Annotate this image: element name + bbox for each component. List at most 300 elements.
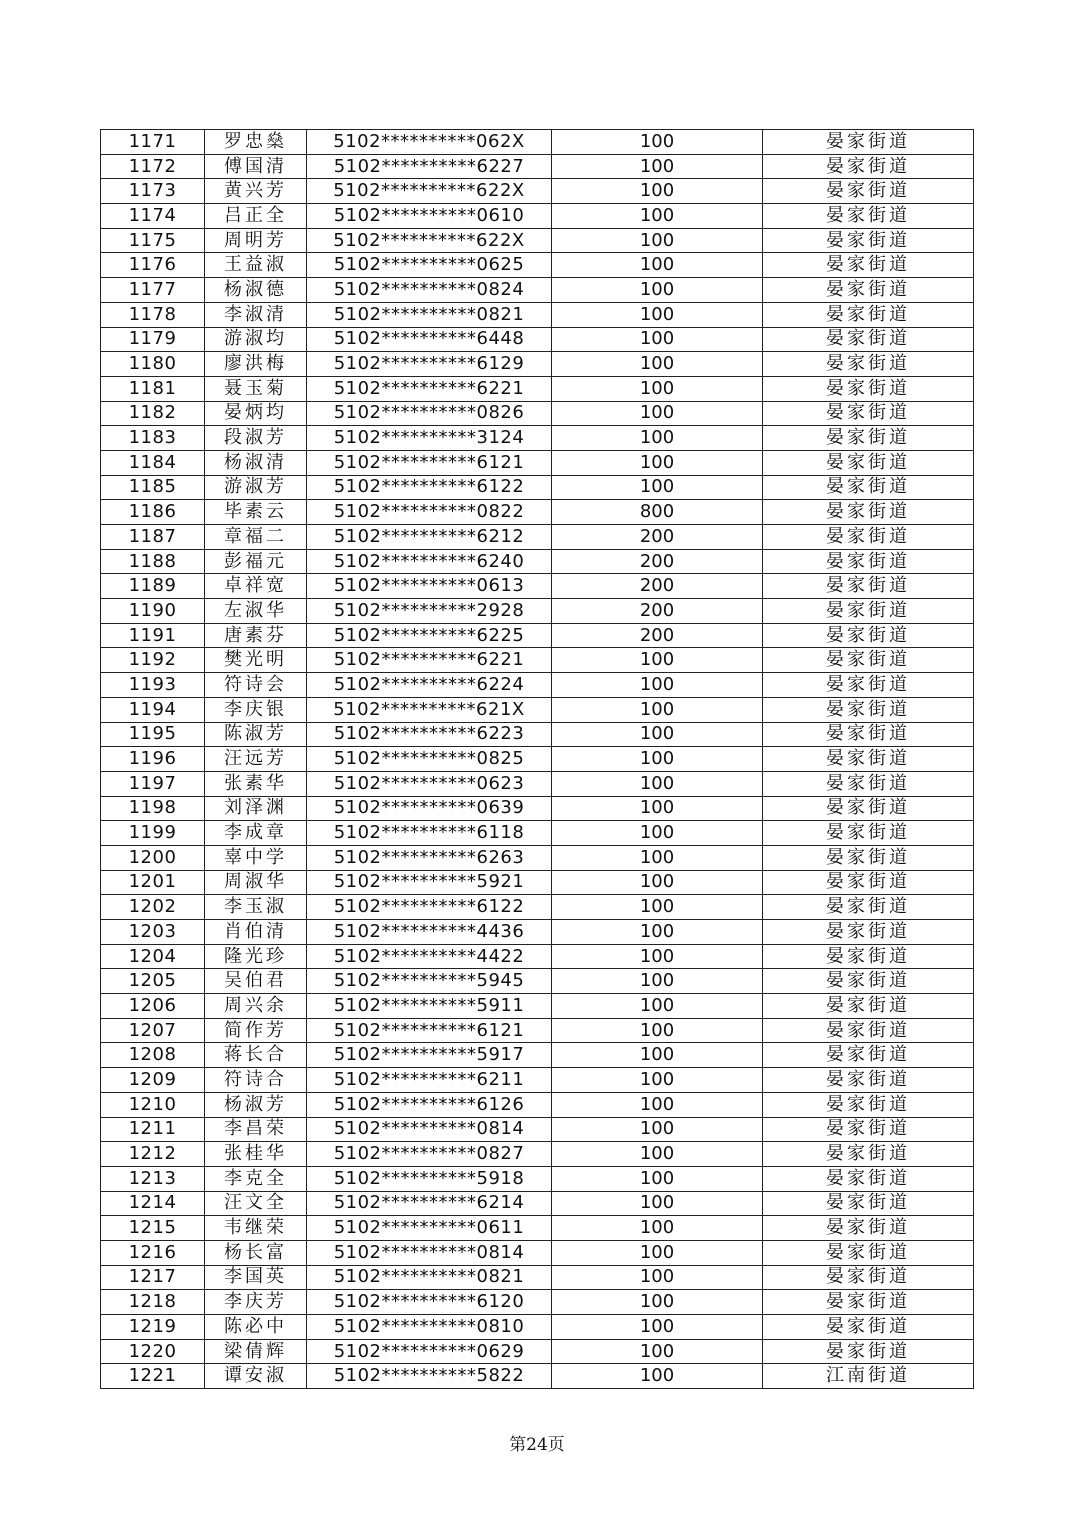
cell-street: 晏家街道 xyxy=(763,1018,974,1043)
cell-street: 晏家街道 xyxy=(763,1290,974,1315)
cell-amount: 800 xyxy=(552,500,763,525)
table-row xyxy=(101,1364,974,1389)
cell-id-number: 5102**********622X xyxy=(307,228,552,253)
cell-amount: 100 xyxy=(552,253,763,278)
cell-serial-number: 1180 xyxy=(101,352,205,377)
cell-id-number: 5102**********4422 xyxy=(307,944,552,969)
cell-street: 晏家街道 xyxy=(763,1315,974,1340)
cell-id-number: 5102**********6118 xyxy=(307,821,552,846)
cell-street: 晏家街道 xyxy=(763,376,974,401)
cell-amount: 100 xyxy=(552,179,763,204)
cell-street: 晏家街道 xyxy=(763,845,974,870)
table-row xyxy=(101,599,974,624)
cell-amount: 100 xyxy=(552,994,763,1019)
cell-name: 汪远芳 xyxy=(205,747,307,772)
cell-id-number: 5102**********2928 xyxy=(307,599,552,624)
cell-serial-number: 1210 xyxy=(101,1092,205,1117)
table-row xyxy=(101,352,974,377)
cell-amount: 100 xyxy=(552,475,763,500)
cell-id-number: 5102**********6448 xyxy=(307,327,552,352)
cell-amount: 100 xyxy=(552,450,763,475)
table-row xyxy=(101,648,974,673)
cell-name: 黄兴芳 xyxy=(205,179,307,204)
cell-name: 吴伯君 xyxy=(205,969,307,994)
table-row xyxy=(101,1018,974,1043)
cell-id-number: 5102**********6129 xyxy=(307,352,552,377)
cell-serial-number: 1211 xyxy=(101,1117,205,1142)
cell-street: 晏家街道 xyxy=(763,623,974,648)
cell-street: 晏家街道 xyxy=(763,1117,974,1142)
cell-amount: 100 xyxy=(552,969,763,994)
cell-serial-number: 1217 xyxy=(101,1265,205,1290)
cell-name: 章福二 xyxy=(205,525,307,550)
cell-serial-number: 1213 xyxy=(101,1166,205,1191)
cell-name: 简作芳 xyxy=(205,1018,307,1043)
cell-street: 晏家街道 xyxy=(763,278,974,303)
cell-amount: 100 xyxy=(552,1117,763,1142)
cell-street: 晏家街道 xyxy=(763,1191,974,1216)
cell-id-number: 5102**********0611 xyxy=(307,1216,552,1241)
cell-street: 晏家街道 xyxy=(763,944,974,969)
cell-serial-number: 1172 xyxy=(101,154,205,179)
cell-amount: 100 xyxy=(552,821,763,846)
table-row xyxy=(101,228,974,253)
table-row xyxy=(101,154,974,179)
cell-street: 晏家街道 xyxy=(763,1092,974,1117)
cell-name: 聂玉菊 xyxy=(205,376,307,401)
cell-name: 段淑芳 xyxy=(205,426,307,451)
cell-street: 晏家街道 xyxy=(763,204,974,229)
cell-id-number: 5102**********6120 xyxy=(307,1290,552,1315)
cell-id-number: 5102**********621X xyxy=(307,697,552,722)
table-row xyxy=(101,722,974,747)
page-number: 第24页 xyxy=(509,1435,565,1455)
cell-serial-number: 1215 xyxy=(101,1216,205,1241)
cell-name: 唐素芬 xyxy=(205,623,307,648)
cell-amount: 100 xyxy=(552,204,763,229)
cell-id-number: 5102**********0623 xyxy=(307,771,552,796)
cell-id-number: 5102**********0610 xyxy=(307,204,552,229)
cell-amount: 100 xyxy=(552,1364,763,1389)
cell-street: 晏家街道 xyxy=(763,920,974,945)
cell-name: 李昌荣 xyxy=(205,1117,307,1142)
cell-id-number: 5102**********0827 xyxy=(307,1142,552,1167)
cell-id-number: 5102**********6122 xyxy=(307,895,552,920)
cell-id-number: 5102**********6227 xyxy=(307,154,552,179)
cell-street: 晏家街道 xyxy=(763,1068,974,1093)
cell-name: 周淑华 xyxy=(205,870,307,895)
cell-street: 晏家街道 xyxy=(763,796,974,821)
cell-serial-number: 1203 xyxy=(101,920,205,945)
cell-serial-number: 1196 xyxy=(101,747,205,772)
cell-id-number: 5102**********4436 xyxy=(307,920,552,945)
cell-amount: 100 xyxy=(552,327,763,352)
cell-name: 杨淑清 xyxy=(205,450,307,475)
cell-amount: 200 xyxy=(552,525,763,550)
cell-street: 晏家街道 xyxy=(763,599,974,624)
cell-serial-number: 1176 xyxy=(101,253,205,278)
cell-id-number: 5102**********5945 xyxy=(307,969,552,994)
table-row xyxy=(101,1166,974,1191)
cell-serial-number: 1193 xyxy=(101,673,205,698)
cell-id-number: 5102**********6126 xyxy=(307,1092,552,1117)
cell-serial-number: 1188 xyxy=(101,549,205,574)
roster-table xyxy=(100,129,974,1389)
table-row xyxy=(101,376,974,401)
cell-serial-number: 1216 xyxy=(101,1240,205,1265)
cell-street: 晏家街道 xyxy=(763,228,974,253)
cell-amount: 100 xyxy=(552,920,763,945)
cell-serial-number: 1214 xyxy=(101,1191,205,1216)
cell-amount: 100 xyxy=(552,1290,763,1315)
cell-street: 晏家街道 xyxy=(763,302,974,327)
cell-id-number: 5102**********0822 xyxy=(307,500,552,525)
cell-name: 李国英 xyxy=(205,1265,307,1290)
cell-id-number: 5102**********5917 xyxy=(307,1043,552,1068)
cell-id-number: 5102**********6121 xyxy=(307,1018,552,1043)
cell-street: 晏家街道 xyxy=(763,870,974,895)
table-row xyxy=(101,673,974,698)
table-row xyxy=(101,1290,974,1315)
table-row xyxy=(101,1265,974,1290)
cell-amount: 100 xyxy=(552,302,763,327)
table-row xyxy=(101,450,974,475)
cell-name: 陈淑芳 xyxy=(205,722,307,747)
table-row xyxy=(101,845,974,870)
cell-name: 罗忠燊 xyxy=(205,130,307,155)
cell-name: 杨淑德 xyxy=(205,278,307,303)
cell-id-number: 5102**********6225 xyxy=(307,623,552,648)
cell-name: 刘泽渊 xyxy=(205,796,307,821)
cell-amount: 200 xyxy=(552,574,763,599)
cell-name: 游淑均 xyxy=(205,327,307,352)
cell-id-number: 5102**********062X xyxy=(307,130,552,155)
cell-id-number: 5102**********0814 xyxy=(307,1240,552,1265)
cell-id-number: 5102**********0625 xyxy=(307,253,552,278)
cell-id-number: 5102**********0821 xyxy=(307,302,552,327)
cell-amount: 100 xyxy=(552,845,763,870)
cell-serial-number: 1177 xyxy=(101,278,205,303)
cell-id-number: 5102**********6221 xyxy=(307,648,552,673)
cell-id-number: 5102**********6211 xyxy=(307,1068,552,1093)
cell-name: 左淑华 xyxy=(205,599,307,624)
table-row xyxy=(101,994,974,1019)
cell-id-number: 5102**********6121 xyxy=(307,450,552,475)
table-row xyxy=(101,1315,974,1340)
cell-street: 晏家街道 xyxy=(763,994,974,1019)
cell-amount: 100 xyxy=(552,673,763,698)
cell-name: 李庆芳 xyxy=(205,1290,307,1315)
cell-amount: 100 xyxy=(552,697,763,722)
cell-name: 陈必中 xyxy=(205,1315,307,1340)
table-row xyxy=(101,920,974,945)
cell-name: 李成章 xyxy=(205,821,307,846)
cell-id-number: 5102**********6122 xyxy=(307,475,552,500)
cell-street: 晏家街道 xyxy=(763,253,974,278)
cell-street: 晏家街道 xyxy=(763,1142,974,1167)
cell-serial-number: 1219 xyxy=(101,1315,205,1340)
cell-amount: 100 xyxy=(552,1018,763,1043)
cell-street: 晏家街道 xyxy=(763,697,974,722)
cell-id-number: 5102**********622X xyxy=(307,179,552,204)
cell-street: 晏家街道 xyxy=(763,1166,974,1191)
cell-amount: 100 xyxy=(552,1043,763,1068)
cell-amount: 100 xyxy=(552,1265,763,1290)
cell-id-number: 5102**********0629 xyxy=(307,1339,552,1364)
table-row xyxy=(101,401,974,426)
cell-name: 周明芳 xyxy=(205,228,307,253)
table-row xyxy=(101,1117,974,1142)
cell-street: 晏家街道 xyxy=(763,475,974,500)
cell-serial-number: 1218 xyxy=(101,1290,205,1315)
cell-serial-number: 1192 xyxy=(101,648,205,673)
cell-id-number: 5102**********5822 xyxy=(307,1364,552,1389)
cell-amount: 100 xyxy=(552,895,763,920)
cell-amount: 100 xyxy=(552,426,763,451)
cell-name: 杨长富 xyxy=(205,1240,307,1265)
table-row xyxy=(101,969,974,994)
cell-street: 晏家街道 xyxy=(763,179,974,204)
table-row xyxy=(101,426,974,451)
table-row xyxy=(101,1240,974,1265)
cell-name: 杨淑芳 xyxy=(205,1092,307,1117)
table-row xyxy=(101,747,974,772)
cell-street: 晏家街道 xyxy=(763,352,974,377)
cell-name: 卓祥宽 xyxy=(205,574,307,599)
table-row xyxy=(101,1043,974,1068)
cell-street: 晏家街道 xyxy=(763,426,974,451)
cell-id-number: 5102**********0826 xyxy=(307,401,552,426)
cell-name: 周兴余 xyxy=(205,994,307,1019)
cell-serial-number: 1184 xyxy=(101,450,205,475)
cell-street: 晏家街道 xyxy=(763,327,974,352)
cell-serial-number: 1181 xyxy=(101,376,205,401)
cell-amount: 100 xyxy=(552,1092,763,1117)
cell-amount: 100 xyxy=(552,944,763,969)
cell-street: 晏家街道 xyxy=(763,821,974,846)
cell-name: 汪文全 xyxy=(205,1191,307,1216)
cell-serial-number: 1195 xyxy=(101,722,205,747)
cell-name: 李淑清 xyxy=(205,302,307,327)
cell-street: 晏家街道 xyxy=(763,130,974,155)
cell-serial-number: 1197 xyxy=(101,771,205,796)
table-row xyxy=(101,475,974,500)
table-row xyxy=(101,327,974,352)
cell-name: 肖伯清 xyxy=(205,920,307,945)
cell-street: 晏家街道 xyxy=(763,1043,974,1068)
cell-id-number: 5102**********0810 xyxy=(307,1315,552,1340)
table-row xyxy=(101,302,974,327)
table-row xyxy=(101,549,974,574)
cell-name: 傅国清 xyxy=(205,154,307,179)
cell-amount: 100 xyxy=(552,228,763,253)
table-row xyxy=(101,1142,974,1167)
cell-amount: 100 xyxy=(552,722,763,747)
cell-street: 晏家街道 xyxy=(763,525,974,550)
cell-name: 晏炳均 xyxy=(205,401,307,426)
cell-serial-number: 1220 xyxy=(101,1339,205,1364)
cell-id-number: 5102**********6224 xyxy=(307,673,552,698)
cell-amount: 100 xyxy=(552,1216,763,1241)
cell-name: 吕正全 xyxy=(205,204,307,229)
cell-street: 晏家街道 xyxy=(763,1339,974,1364)
cell-serial-number: 1204 xyxy=(101,944,205,969)
cell-street: 晏家街道 xyxy=(763,895,974,920)
cell-serial-number: 1190 xyxy=(101,599,205,624)
cell-serial-number: 1198 xyxy=(101,796,205,821)
table-row xyxy=(101,944,974,969)
cell-serial-number: 1208 xyxy=(101,1043,205,1068)
cell-id-number: 5102**********6214 xyxy=(307,1191,552,1216)
cell-serial-number: 1209 xyxy=(101,1068,205,1093)
cell-serial-number: 1205 xyxy=(101,969,205,994)
cell-serial-number: 1186 xyxy=(101,500,205,525)
cell-street: 晏家街道 xyxy=(763,500,974,525)
cell-serial-number: 1183 xyxy=(101,426,205,451)
table-row xyxy=(101,623,974,648)
cell-amount: 100 xyxy=(552,796,763,821)
cell-amount: 100 xyxy=(552,278,763,303)
cell-amount: 100 xyxy=(552,747,763,772)
cell-serial-number: 1201 xyxy=(101,870,205,895)
cell-street: 晏家街道 xyxy=(763,154,974,179)
cell-name: 毕素云 xyxy=(205,500,307,525)
table-row xyxy=(101,697,974,722)
cell-serial-number: 1173 xyxy=(101,179,205,204)
cell-street: 晏家街道 xyxy=(763,1216,974,1241)
cell-id-number: 5102**********6223 xyxy=(307,722,552,747)
cell-name: 游淑芳 xyxy=(205,475,307,500)
table-row xyxy=(101,130,974,155)
cell-id-number: 5102**********3124 xyxy=(307,426,552,451)
cell-name: 谭安淑 xyxy=(205,1364,307,1389)
table-row xyxy=(101,1191,974,1216)
cell-name: 李庆银 xyxy=(205,697,307,722)
cell-serial-number: 1207 xyxy=(101,1018,205,1043)
cell-name: 张桂华 xyxy=(205,1142,307,1167)
cell-street: 江南街道 xyxy=(763,1364,974,1389)
cell-name: 辜中学 xyxy=(205,845,307,870)
cell-id-number: 5102**********0639 xyxy=(307,796,552,821)
cell-amount: 100 xyxy=(552,1142,763,1167)
table-row xyxy=(101,796,974,821)
cell-name: 樊光明 xyxy=(205,648,307,673)
table-row xyxy=(101,179,974,204)
cell-amount: 100 xyxy=(552,1339,763,1364)
cell-name: 符诗会 xyxy=(205,673,307,698)
cell-street: 晏家街道 xyxy=(763,722,974,747)
cell-amount: 100 xyxy=(552,1191,763,1216)
cell-serial-number: 1202 xyxy=(101,895,205,920)
cell-id-number: 5102**********0824 xyxy=(307,278,552,303)
cell-id-number: 5102**********5921 xyxy=(307,870,552,895)
cell-id-number: 5102**********0613 xyxy=(307,574,552,599)
cell-id-number: 5102**********6240 xyxy=(307,549,552,574)
table-row xyxy=(101,821,974,846)
cell-amount: 100 xyxy=(552,352,763,377)
table-row xyxy=(101,525,974,550)
cell-street: 晏家街道 xyxy=(763,401,974,426)
cell-amount: 200 xyxy=(552,623,763,648)
cell-amount: 100 xyxy=(552,771,763,796)
cell-id-number: 5102**********6263 xyxy=(307,845,552,870)
cell-amount: 100 xyxy=(552,1068,763,1093)
cell-street: 晏家街道 xyxy=(763,574,974,599)
cell-serial-number: 1185 xyxy=(101,475,205,500)
cell-name: 韦继荣 xyxy=(205,1216,307,1241)
cell-serial-number: 1191 xyxy=(101,623,205,648)
cell-street: 晏家街道 xyxy=(763,1265,974,1290)
table-row xyxy=(101,500,974,525)
roster-table-body xyxy=(101,130,974,1389)
cell-serial-number: 1194 xyxy=(101,697,205,722)
cell-street: 晏家街道 xyxy=(763,549,974,574)
cell-serial-number: 1221 xyxy=(101,1364,205,1389)
cell-street: 晏家街道 xyxy=(763,648,974,673)
cell-serial-number: 1182 xyxy=(101,401,205,426)
cell-name: 梁倩辉 xyxy=(205,1339,307,1364)
table-row xyxy=(101,278,974,303)
cell-amount: 100 xyxy=(552,1166,763,1191)
cell-id-number: 5102**********0821 xyxy=(307,1265,552,1290)
cell-amount: 200 xyxy=(552,549,763,574)
cell-amount: 100 xyxy=(552,401,763,426)
cell-street: 晏家街道 xyxy=(763,450,974,475)
cell-serial-number: 1175 xyxy=(101,228,205,253)
cell-id-number: 5102**********0825 xyxy=(307,747,552,772)
cell-amount: 100 xyxy=(552,1315,763,1340)
cell-name: 隆光珍 xyxy=(205,944,307,969)
table-row xyxy=(101,1092,974,1117)
table-row xyxy=(101,204,974,229)
cell-amount: 100 xyxy=(552,1240,763,1265)
cell-serial-number: 1171 xyxy=(101,130,205,155)
table-row xyxy=(101,253,974,278)
cell-street: 晏家街道 xyxy=(763,747,974,772)
cell-serial-number: 1206 xyxy=(101,994,205,1019)
cell-street: 晏家街道 xyxy=(763,969,974,994)
cell-amount: 100 xyxy=(552,870,763,895)
cell-amount: 100 xyxy=(552,154,763,179)
cell-amount: 100 xyxy=(552,648,763,673)
cell-serial-number: 1174 xyxy=(101,204,205,229)
table-row xyxy=(101,1216,974,1241)
cell-id-number: 5102**********6221 xyxy=(307,376,552,401)
table-row xyxy=(101,771,974,796)
table-row xyxy=(101,870,974,895)
table-row xyxy=(101,1068,974,1093)
cell-street: 晏家街道 xyxy=(763,1240,974,1265)
cell-name: 符诗合 xyxy=(205,1068,307,1093)
cell-id-number: 5102**********6212 xyxy=(307,525,552,550)
cell-name: 蒋长合 xyxy=(205,1043,307,1068)
cell-amount: 100 xyxy=(552,376,763,401)
cell-serial-number: 1179 xyxy=(101,327,205,352)
cell-serial-number: 1200 xyxy=(101,845,205,870)
cell-name: 张素华 xyxy=(205,771,307,796)
cell-street: 晏家街道 xyxy=(763,673,974,698)
cell-name: 彭福元 xyxy=(205,549,307,574)
cell-name: 廖洪梅 xyxy=(205,352,307,377)
cell-amount: 200 xyxy=(552,599,763,624)
cell-serial-number: 1199 xyxy=(101,821,205,846)
table-row xyxy=(101,574,974,599)
cell-amount: 100 xyxy=(552,130,763,155)
cell-id-number: 5102**********5918 xyxy=(307,1166,552,1191)
cell-id-number: 5102**********0814 xyxy=(307,1117,552,1142)
cell-name: 李克全 xyxy=(205,1166,307,1191)
cell-serial-number: 1212 xyxy=(101,1142,205,1167)
